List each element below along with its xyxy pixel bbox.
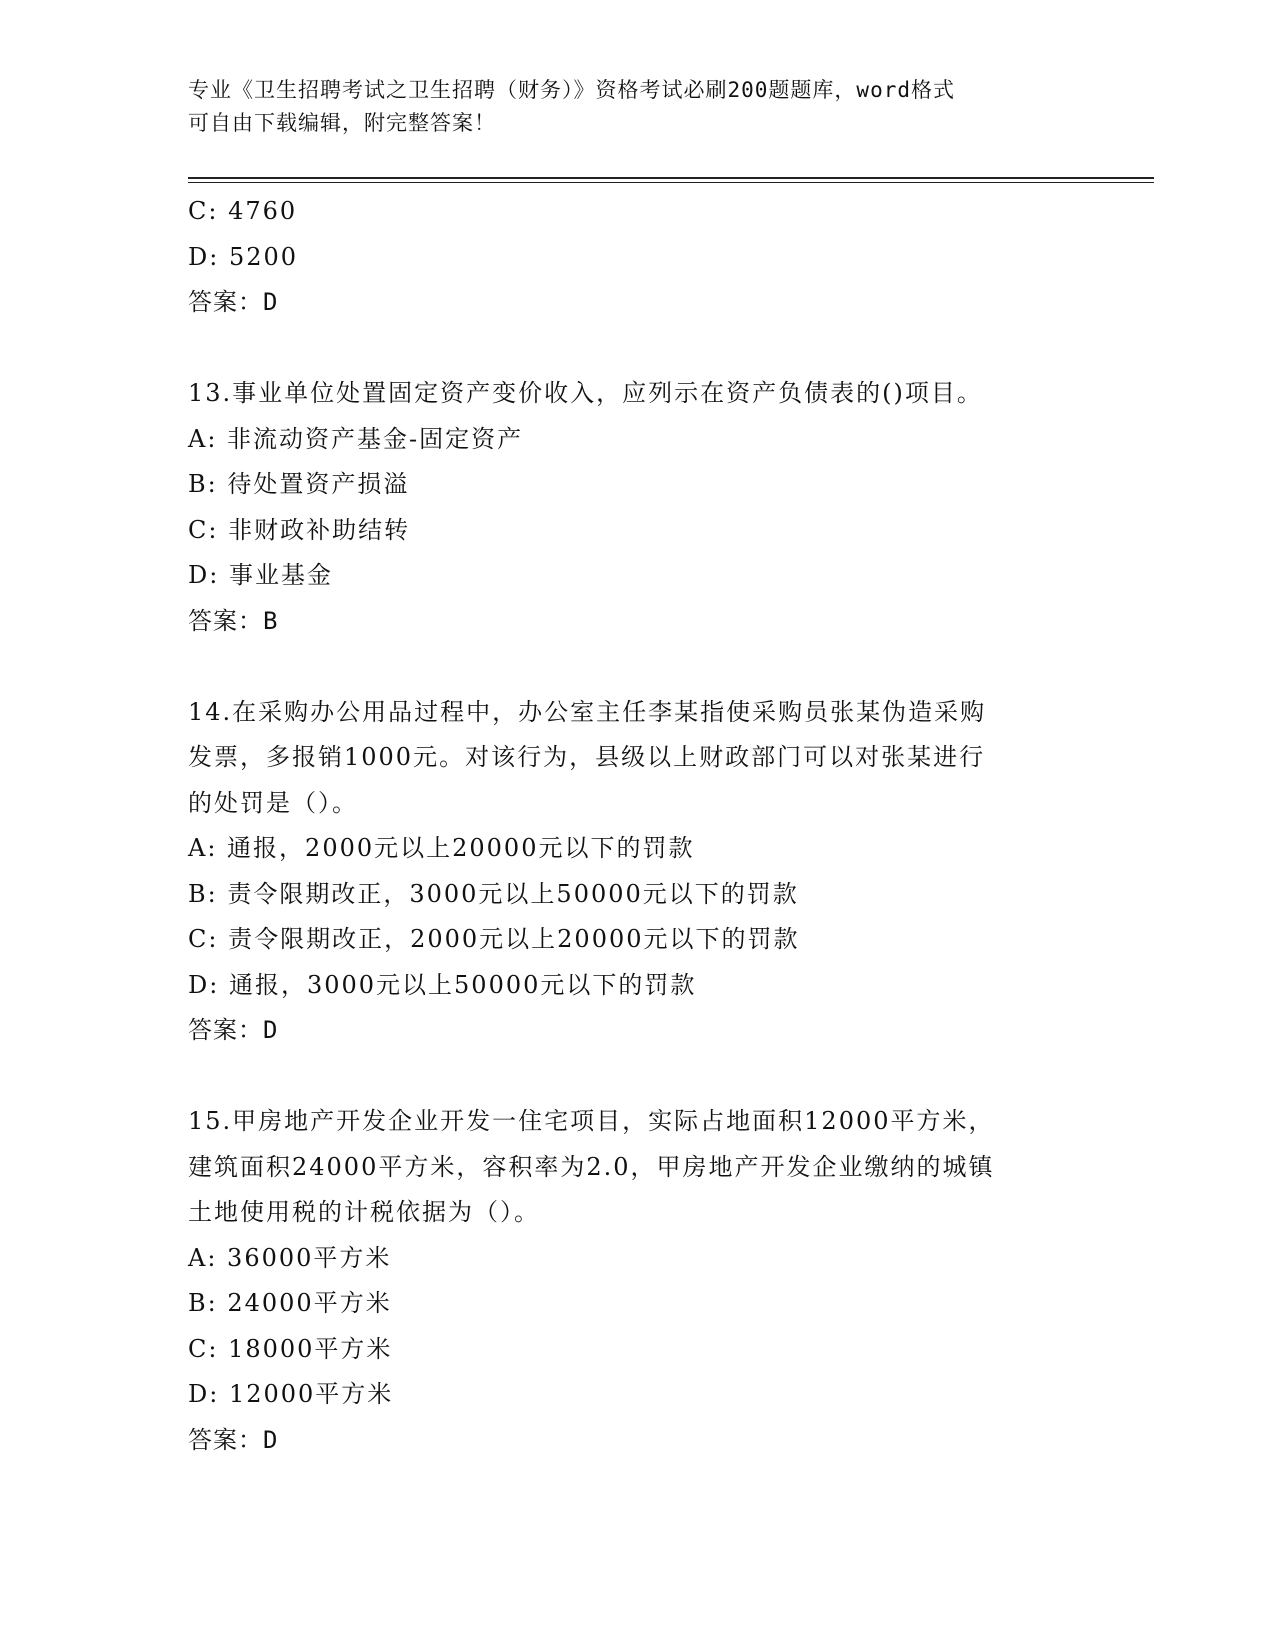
document-header xyxy=(188,74,1068,140)
option-d: D: 5200 xyxy=(188,242,299,271)
header-divider-thin xyxy=(188,182,1154,183)
option-a: A: 通报，2000元以上20000元以下的罚款 xyxy=(188,834,695,862)
answer-line: 答案：D xyxy=(188,288,279,316)
option-c: C: 18000平方米 xyxy=(188,1334,393,1363)
option-b: B: 24000平方米 xyxy=(188,1289,392,1317)
option-b: B: 责令限期改正，3000元以上50000元以下的罚款 xyxy=(188,879,799,908)
question-12-continuation xyxy=(188,189,1088,326)
spacer xyxy=(188,1054,1088,1100)
option-c: C: 责令限期改正，2000元以上20000元以下的罚款 xyxy=(188,925,800,953)
question-list xyxy=(188,189,1088,1463)
question-stem-line-3: 的处罚是（）。 xyxy=(188,788,358,817)
option-a: A: 非流动资产基金-固定资产 xyxy=(188,424,524,453)
question-13 xyxy=(188,371,1088,644)
answer-line: 答案：B xyxy=(188,606,279,635)
option-c: C: 非财政补助结转 xyxy=(188,515,411,544)
option-d: D: 12000平方米 xyxy=(188,1380,394,1408)
header-title-line-2: 可自由下载编辑，附完整答案！ xyxy=(188,111,496,135)
question-stem-line-1: 15.甲房地产开发企业开发一住宅项目，实际占地面积12000平方米， xyxy=(188,1107,995,1135)
question-stem-line-2: 发票，多报销1000元。对该行为，县级以上财政部门可以对张某进行 xyxy=(188,743,986,771)
answer-line: 答案：D xyxy=(188,1016,279,1044)
header-divider-thick xyxy=(188,177,1154,179)
option-d: D: 通报，3000元以上50000元以下的罚款 xyxy=(188,970,697,999)
option-d: D: 事业基金 xyxy=(188,561,333,589)
question-stem-line-1: 14.在采购办公用品过程中，办公室主任李某指使采购员张某伪造采购 xyxy=(188,697,987,726)
question-stem-line-3: 土地使用税的计税依据为（）。 xyxy=(188,1198,540,1226)
header-title-line-1: 专业《卫生招聘考试之卫生招聘（财务）》资格考试必刷200题题库，word格式 xyxy=(188,78,955,102)
question-15 xyxy=(188,1099,1088,1463)
option-b: B: 待处置资产损溢 xyxy=(188,470,410,498)
option-a: A: 36000平方米 xyxy=(188,1243,392,1272)
answer-line: 答案：D xyxy=(188,1425,279,1454)
question-14 xyxy=(188,690,1088,1054)
question-stem: 13.事业单位处置固定资产变价收入，应列示在资产负债表的()项目。 xyxy=(188,379,983,407)
spacer xyxy=(188,326,1088,372)
option-c: C: 4760 xyxy=(188,197,298,225)
question-stem-line-2: 建筑面积24000平方米，容积率为2.0，甲房地产开发企业缴纳的城镇 xyxy=(188,1152,995,1181)
spacer xyxy=(188,644,1088,690)
